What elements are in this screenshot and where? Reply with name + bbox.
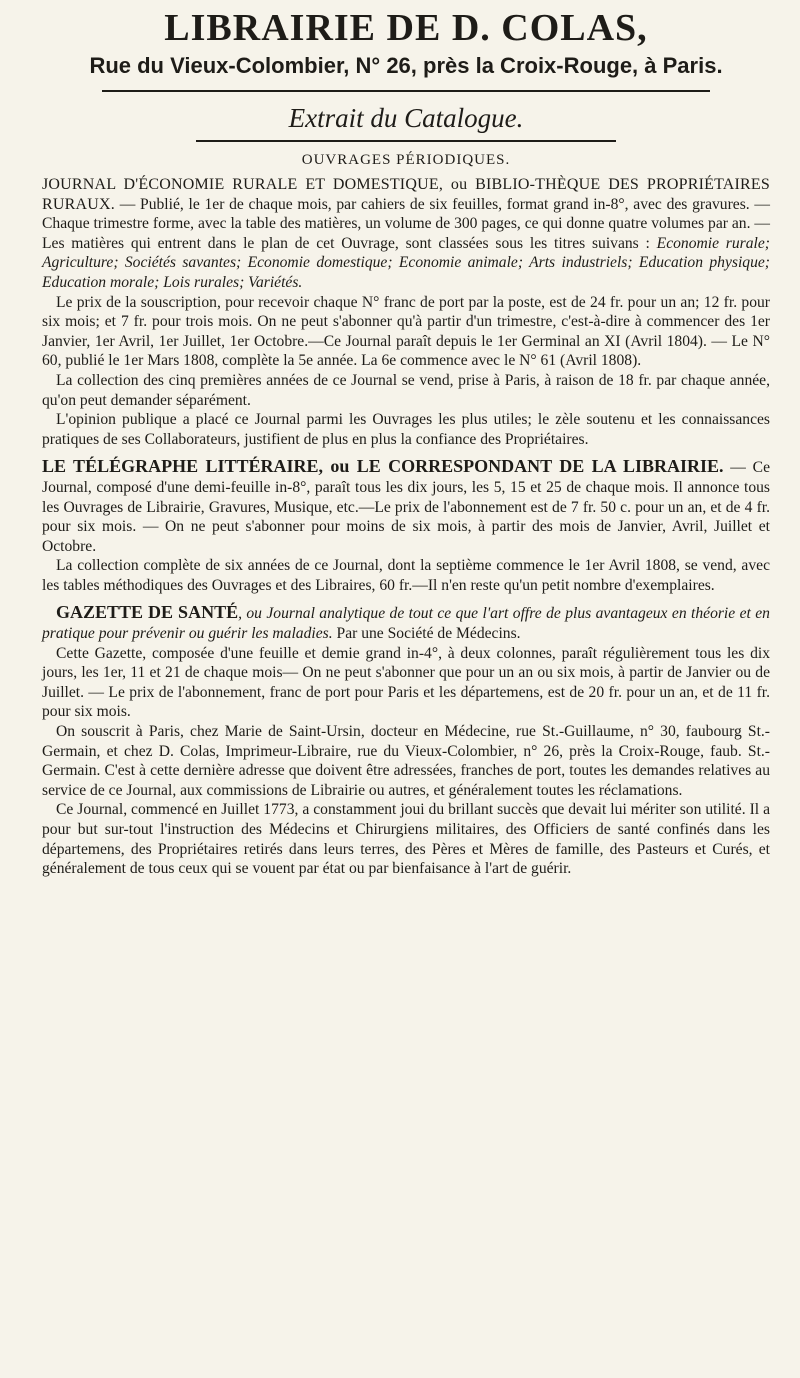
- extrait-divider: [196, 140, 616, 142]
- telegraphe-collection: La collection complète de six années de ce Journal, dont la septième commence le 1er Avril 1808, se vend, avec les tables méthodiques des Ouvrages et des Libraires, 60 fr.—Il n'en reste qu'un petit nombre d'exemplaires.: [42, 557, 770, 594]
- gazette-subscription: On souscrit à Paris, chez Marie de Saint-Ursin, docteur en Médecine, rue St.-Guillaume, n° 30, faubourg St.-Germain, et chez D. Colas, Imprimeur-Libraire, rue du Vieux-Colombier, n° 26, près la Croix-Rouge, faub. St.-Germain. C'est à cette dernière adresse que doivent être adressées, franches de port, toutes les demandes relatives au service de ce Journal, aux commissions de Librairie ou autres, et généralement toutes les réclamations.: [42, 723, 770, 799]
- gazette-format: Cette Gazette, composée d'une feuille et demie grand in-4°, à deux colonnes, paraît régulièrement tous les dix jours, les 1er, 11 et 21 de chaque mois— On ne peut s'abonner que pour un an ou six mois, à partir de Janvier ou de Juillet. — Le prix de l'abonnement, franc de port pour Paris et les départemens, est de 20 fr. pour un an, et de 11 fr. pour six mois.: [42, 644, 770, 721]
- gazette-subtitle: , ou Journal analytique de tout ce que l'art offre de plus avantageux en théorie et en pratique pour prévenir ou guérir les maladies.: [42, 605, 770, 643]
- gazette-history: Ce Journal, commencé en Juillet 1773, a constamment joui du brillant succès que devait lui mériter son utilité. Il a pour but sur-tout l'instruction des Médecins et Chirurgiens militaires, des Officiers de santé confinés dans les départemens, des Propriétaires retirés dans leurs terres, des Pères et Mères de famille, des Pasteurs et Curés, et généralement de tous ceux qui se vouent par état ou par bienfaisance à l'art de guérir.: [42, 801, 770, 878]
- journal-collection: La collection des cinq premières années de ce Journal se vend, prise à Paris, à raison de 18 fr. par chaque année, qu'on peut demander séparément.: [42, 371, 770, 409]
- telegraphe-entry: [42, 457, 770, 556]
- gazette-authors: Par une Société de Médecins.: [336, 625, 521, 643]
- journal-heading: JOURNAL D'ÉCONOMIE RURALE ET DOMESTIQUE, ou BIBLIO-THÈQUE DES PROPRIÉTAIRES RURAUX.: [42, 176, 770, 213]
- journal-price: Le prix de la souscription, pour recevoir chaque N° franc de port par la poste, est de 24 fr. pour un an; 12 fr. pour six mois; et 7 fr. pour trois mois. On ne peut s'abonner qu'à partir d'un trimestre, c'est-à-dire à commencer des 1er Janvier, 1er Avril, 1er Juillet, 1er Octobre.—Ce Journal paraît depuis le 1er Germinal an XI (Avril 1804). — Le N° 60, publié le 1er Mars 1808, complète la 5e année. La 6e commence avec le N° 61 (Avril 1808).: [42, 293, 770, 370]
- section-heading: OUVRAGES PÉRIODIQUES.: [301, 152, 511, 168]
- gazette-heading: GAZETTE DE SANTÉ: [56, 602, 239, 623]
- journal-opinion: L'opinion publique a placé ce Journal parmi les Ouvrages les plus utiles; le zèle soutenu et les connaissances pratiques de ses Collaborateurs, justifient de plus en plus la confiance des Propriétaires.: [42, 411, 770, 448]
- address-line: Rue du Vieux-Colombier, N° 26, près la Croix-Rouge, à Paris.: [89, 53, 723, 78]
- page-title: LIBRAIRIE DE D. COLAS,: [164, 7, 648, 49]
- journal-entry: [42, 175, 770, 293]
- header-divider: [102, 90, 710, 92]
- gazette-entry: [42, 603, 770, 643]
- telegraphe-description: — Ce Journal, composé d'une demi-feuille in-8°, paraît tous les dix jours, les 5, 15 et 25 de chaque mois. Il annonce tous les Ouvrages de Librairie, Gravures, Musique, etc.—Le prix de l'abonnement est de 7 fr. 50 c. pour un an, et de 4 fr. pour six mois. — On ne peut s'abonner pour moins de six mois, à partir des mois de Janvier, Avril, Juillet et Octobre.: [42, 459, 770, 555]
- telegraphe-heading: LE TÉLÉGRAPHE LITTÉRAIRE, ou LE CORRESPONDANT DE LA LIBRAIRIE.: [42, 456, 724, 477]
- journal-topics: Economie rurale; Agriculture; Sociétés savantes; Economie domestique; Economie animale; Arts industriels; Education physique; Education morale; Lois rurales; Variétés.: [42, 234, 770, 291]
- journal-description: — Publié, le 1er de chaque mois, par cahiers de six feuilles, format grand in-8°, avec des gravures. — Chaque trimestre forme, avec la table des matières, un volume de 300 pages, ce qui donne quatre volumes par an. — Les matières qui entrent dans le plan de cet Ouvrage, sont classées sous les titres suivans :: [42, 195, 770, 252]
- extrait-heading: Extrait du Catalogue.: [288, 103, 524, 133]
